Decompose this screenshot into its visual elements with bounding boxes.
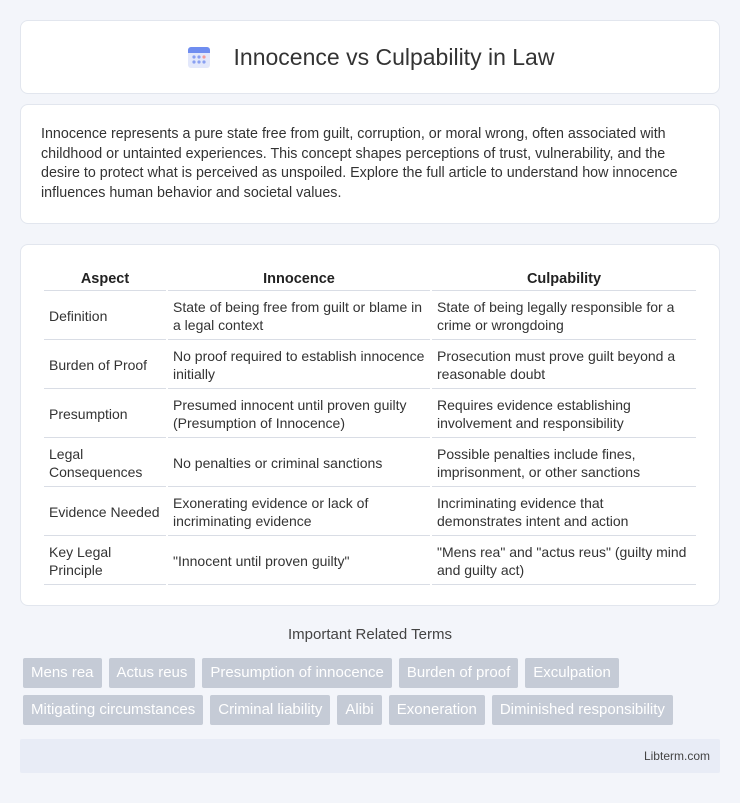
tag-alibi[interactable]: Alibi <box>337 695 381 725</box>
row-innocence: State of being free from guilt or blame in a legal context <box>168 293 430 340</box>
calendar-grid-icon <box>186 44 212 70</box>
tag-burden-of-proof[interactable]: Burden of proof <box>399 658 518 688</box>
row-innocence: No penalties or criminal sanctions <box>168 440 430 487</box>
header-innocence: Innocence <box>168 267 430 291</box>
tag-exculpation[interactable]: Exculpation <box>525 658 619 688</box>
footer-site-link[interactable]: Libterm.com <box>643 749 710 763</box>
row-culpability: Prosecution must prove guilt beyond a reasonable doubt <box>432 342 696 389</box>
row-innocence: Exonerating evidence or lack of incriminating evidence <box>168 489 430 536</box>
table-row <box>44 342 696 389</box>
tag-actus-reus[interactable]: Actus reus <box>109 658 196 688</box>
row-aspect: Definition <box>44 293 166 340</box>
row-aspect: Legal Consequences <box>44 440 166 487</box>
header-culpability: Culpability <box>432 267 696 291</box>
intro-text: Innocence represents a pure state free from guilt, corruption, or moral wrong, often associated with childhood or untainted experiences. This concept shapes perceptions of trust, vulnerability, and the desire to protect what is perceived as unspoiled. Explore the full article to understand how innocence influences human behavior and societal values. <box>41 126 678 201</box>
intro-card <box>20 104 720 224</box>
row-culpability: "Mens rea" and "actus reus" (guilty mind and guilty act) <box>432 538 696 585</box>
title-row <box>21 21 719 93</box>
row-culpability: Incriminating evidence that demonstrates intent and action <box>432 489 696 536</box>
row-aspect: Evidence Needed <box>44 489 166 536</box>
table-row <box>44 538 696 585</box>
row-innocence: No proof required to establish innocence initially <box>168 342 430 389</box>
related-terms-title: Important Related Terms <box>288 626 452 643</box>
page-title: Innocence vs Culpability in Law <box>233 43 555 70</box>
tag-diminished-responsibility[interactable]: Diminished responsibility <box>492 695 673 725</box>
row-aspect: Presumption <box>44 391 166 438</box>
tag-exoneration[interactable]: Exoneration <box>389 695 485 725</box>
tag-criminal-liability[interactable]: Criminal liability <box>210 695 330 725</box>
header-aspect: Aspect <box>44 267 166 291</box>
row-culpability: Requires evidence establishing involvement and responsibility <box>432 391 696 438</box>
row-aspect: Key Legal Principle <box>44 538 166 585</box>
table-header-row <box>44 267 696 291</box>
table-row <box>44 293 696 340</box>
row-culpability: State of being legally responsible for a crime or wrongdoing <box>432 293 696 340</box>
footer <box>20 739 720 773</box>
tag-mens-rea[interactable]: Mens rea <box>23 658 102 688</box>
comparison-table-card <box>20 244 720 606</box>
row-innocence: "Innocent until proven guilty" <box>168 538 430 585</box>
row-innocence: Presumed innocent until proven guilty (Presumption of Innocence) <box>168 391 430 438</box>
table-row <box>44 440 696 487</box>
table-row <box>44 489 696 536</box>
row-aspect: Burden of Proof <box>44 342 166 389</box>
header-card <box>20 20 720 94</box>
table-row <box>44 391 696 438</box>
tag-mitigating-circumstances[interactable]: Mitigating circumstances <box>23 695 203 725</box>
comparison-table <box>42 265 698 587</box>
related-terms-tags <box>23 658 723 725</box>
tag-presumption-of-innocence[interactable]: Presumption of innocence <box>202 658 391 688</box>
row-culpability: Possible penalties include fines, imprisonment, or other sanctions <box>432 440 696 487</box>
